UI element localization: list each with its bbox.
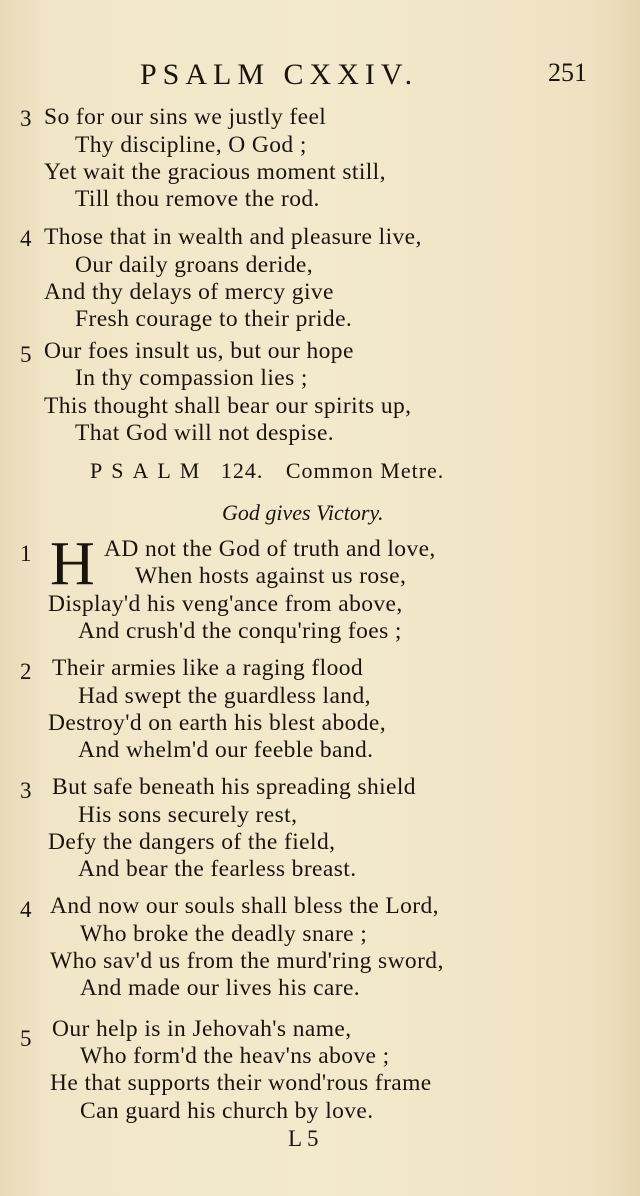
verse-line: His sons securely rest, (78, 802, 298, 828)
page-number: 251 (548, 58, 587, 87)
signature-mark: L 5 (288, 1126, 319, 1151)
psalm-metre: Common Metre. (285, 458, 445, 483)
verse-line: Our help is in Jehovah's name, (52, 1016, 352, 1042)
verse-line: Who sav'd us from the murd'ring sword, (50, 948, 444, 974)
verse-line: When hosts against us rose, (135, 563, 407, 589)
stanza-number: 4 (20, 897, 32, 922)
verse-line: Those that in wealth and pleasure live, (44, 224, 422, 250)
verse-line: Our daily groans deride, (75, 252, 314, 278)
stanza-number: 2 (20, 659, 32, 684)
page-header (0, 58, 640, 98)
verse-line: Thy discipline, O God ; (75, 132, 307, 158)
verse-line: Had swept the guardless land, (78, 683, 371, 709)
verse-line: Their armies like a raging flood (52, 655, 364, 681)
verse-line: Destroy'd on earth his blest abode, (48, 710, 387, 736)
verse-line: And thy delays of mercy give (44, 279, 334, 305)
psalm-subtitle: God gives Victory. (222, 500, 384, 525)
verse-line: Yet wait the gracious moment still, (44, 159, 386, 185)
stanza-number: 3 (20, 778, 32, 803)
verse-line: So for our sins we justly feel (44, 104, 327, 130)
psalm-number: 124. (220, 458, 264, 483)
stanza-number: 5 (20, 342, 32, 367)
verse-line: Till thou remove the rod. (75, 186, 320, 212)
stanza-number: 5 (20, 1026, 32, 1051)
verse-line: Who form'd the heav'ns above ; (80, 1043, 390, 1069)
running-title: PSALM CXXIV. (140, 58, 419, 91)
verse-line: He that supports their wond'rous frame (50, 1070, 432, 1096)
stanza-number: 3 (20, 106, 32, 131)
verse-line: In thy compassion lies ; (75, 365, 308, 391)
verse-line: And whelm'd our feeble band. (78, 737, 374, 763)
verse-line: And crush'd the conqu'ring foes ; (78, 618, 402, 644)
stanza-number: 4 (20, 226, 32, 251)
verse-line: Defy the dangers of the field, (48, 829, 336, 855)
verse-line: This thought shall bear our spirits up, (44, 393, 412, 419)
verse-line: Can guard his church by love. (80, 1098, 374, 1124)
verse-line: Fresh courage to their pride. (75, 306, 353, 332)
verse-line: Who broke the deadly snare ; (80, 921, 368, 947)
psalm-label: PSALM (90, 458, 209, 483)
verse-line: And made our lives his care. (80, 975, 361, 1001)
verse-line: That God will not despise. (75, 420, 335, 446)
verse-line: AD not the God of truth and love, (104, 536, 436, 562)
verse-line: But safe beneath his spreading shield (52, 774, 416, 800)
verse-line: Display'd his veng'ance from above, (48, 591, 403, 617)
verse-line: And now our souls shall bless the Lord, (50, 893, 439, 919)
verse-line: And bear the fearless breast. (78, 856, 357, 882)
stanza-number: 1 (20, 541, 32, 566)
psalm-heading (90, 458, 444, 484)
drop-cap: H (50, 530, 95, 598)
verse-line: Our foes insult us, but our hope (44, 338, 354, 364)
